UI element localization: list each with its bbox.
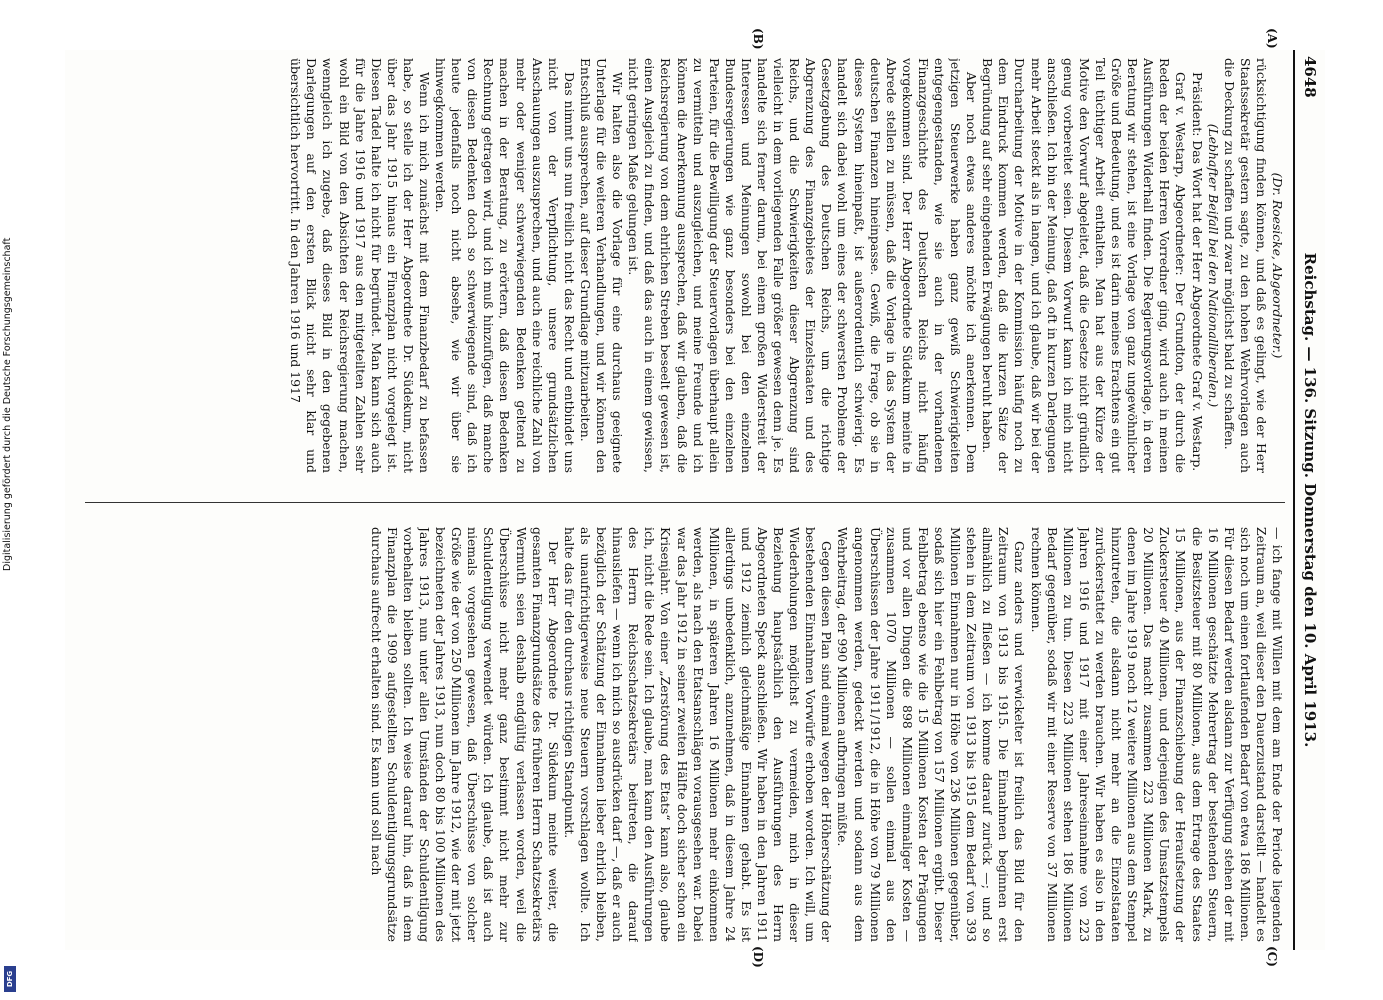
speaker-tag: (Dr. Roesicke, Abgeordneter.)	[1270, 172, 1285, 359]
paragraph: rücksichtigung finden können, und daß es gelingt, wie der Herr Staatssekretär gestern sagte, zu den hohen Wehrvorlagen auch die Deckung zu schaffen und zwar möglichst bald zu schaffen.	[1221, 58, 1269, 473]
page-header	[1297, 50, 1325, 950]
applause-note: (Lebhafter Beifall bei den Nationalliberalen.)	[1205, 123, 1221, 408]
paragraph: Graf v. Westarp, Abgeordneter: Der Grundton, der durch die Reden der beiden Herren Vorredner ging, wird auch in meinen Ausführungen Widerhall finden. Die Regierungsvorlage, in deren Beratung wir stehen, ist eine Vorlage von ganz ungewöhnlicher Größe und Bedeutung, und es ist darin meines Erachtens ein gut Teil tüchtiger Arbeit enthalten. Man hat aus der Kürze der Motive den Vorwurf abgeleitet, daß die Gesetze nicht gründlich genug vorbereitet seien. Diesem Vorwurf kann ich mich nicht anschließen. Ich bin der Meinung, daß oft in kurzen Darlegungen mehr Arbeit steckt als in langen, und ich glaube, daß wir bei der Durcharbeitung der Motive in der Kommission häufig noch zu dem Eindruck kommen werden, daß die kurzen Sätze der Begründung auf sehr eingehenden Erwägungen beruht haben.	[980, 58, 1189, 473]
margin-mark-c: (C)	[1265, 946, 1279, 967]
margin-mark-b: (B)	[751, 28, 765, 50]
header-rule	[1293, 50, 1295, 950]
paragraph: Präsident: Das Wort hat der Herr Abgeordnete Graf v. Westarp.	[1189, 72, 1205, 472]
column-divider	[85, 502, 1285, 503]
newspaper-page	[65, 28, 1325, 968]
paragraph: Der Herr Abgeordnete Dr. Südekum meinte weiter, die gesamten Finanzgrundsätze des früheren Herrn Schatzsekretärs Wermuth seien deshalb endgültig verlassen worden, weil die Überschüsse nicht mehr ganz bestimmt nicht mehr zur Schuldentilgung verwendet würden. Ich glaube, daß ist auch niemals vorgesehen gewesen, daß Überschüsse von solcher Größe wie der von 250 Millionen im Jahre 1912, wie der mit jetzt bezeichneten der Jahres 1913, nun doch 80 bis 100 Millionen des Jahres 1913, nun unter allen Umständen der Schuldentilgung vorbehalten bleiben sollten. Ich weise darauf hin, daß in dem Finanzplan die 1909 aufgestellten Schuldentilgungsgrundsätze durchaus aufrecht erhalten sind. Es kann und soll nach	[368, 527, 561, 942]
page-number: 4648	[1301, 56, 1319, 98]
paragraph: — ich fange mit Willen mit dem am Ende der Periode liegenden Zeitraum an, weil dieser den Dauerzustand darstellt — handelt es sich noch um einen fortlaufenden Bedarf von etwa 186 Millionen. Für diesen Bedarf werden alsdann zur Verfügung stehen der mit 16 Millionen geschätzte Mehrertrag der bestehenden Steuern, die Besitzsteuer mit 80 Millionen, aus dem Ertrage des Staates 15 Millionen, aus der Finanzschiebung der Heraufsetzung der Zuckersteuer 40 Millionen, und derjenigen des Umsatzstempels 20 Millionen. Das macht zusammen 223 Millionen Mark, zu denen im Jahre 1919 noch 12 weitere Millionen aus dem Stempel hinzutreten, die alsdann nicht mehr an die Einzelstaaten zurückerstattet zu werden brauchen. Wir haben es also in den Jahren 1916 und 1917 mit einer Jahreseinnahme von 223 Millionen zu tun. Diesen 223 Millionen stehen 186 Millionen Bedarf gegenüber, sodaß wir mit einer Reserve von 37 Millionen rechnen können.	[1028, 527, 1285, 942]
paragraph: Wenn ich mich zunächst mit dem Finanzbedarf zu befassen habe, so stelle ich der Herr Abgeordnete Dr. Südekum, nicht über das Jahr 1915 hinaus ein Finanzplan nicht vorgelegt ist. Diesen Tadel halte ich nicht für begründet. Man kann sich auch für die Jahre 1916 und 1917 aus den mitgeteilten Zahlen sehr wohl ein Bild von den Absichten der Reichsregierung machen, wenngleich ich zugebe, daß dieses Bild in den gegebenen Darlegungen auf den ersten Blick nicht sehr klar und übersichtlich hervortritt. In den Jahren 1916 und 1917	[288, 58, 433, 473]
paragraph: Ganz anders und verwickelter ist freilich das Bild für den Zeitraum von 1913 bis 1915. Die Einnahmen beginnen erst allmählich zu fließen — ich komme darauf zurück —; und so stehen in dem Zeitraum von 1913 bis 1915 dem Bedarf von 393 Millionen Einnahmen nur in Höhe von 236 Millionen gegenüber, sodaß sich hier ein Fehlbetrag von 157 Millionen ergibt. Dieser Fehlbetrag ebenso wie die 15 Millionen Kosten der Prägungen und vor allen Dingen die 898 Millionen einmaliger Kosten — zusammen 1070 Millionen — sollen einmal aus den Überschüssen der Jahre 1911/1912, die in Höhe von 79 Millionen angenommen werden, gedeckt werden und sodann aus dem Wehrbeitrag, der 990 Millionen aufbringen müßte.	[835, 527, 1028, 942]
margin-mark-a: (A)	[1265, 28, 1279, 49]
right-column	[75, 527, 1285, 942]
paragraph: Gegen diesen Plan sind einmal wegen der Höherschätzung der bestehenden Einnahmen Vorwürfe erhoben worden. Ich will, um Wiederholungen möglichst zu vermeiden, mich in dieser Beziehung hauptsächlich den Ausführungen des Herrn Abgeordneten Speck anschließen. Wir haben in den Jahren 1911 und 1912 ziemlich gleichmäßige Einnahmen gehabt. Es ist allerdings unbedenklich, anzunehmen, daß in diesem Jahre 24 Millionen, in späteren Jahren 16 Millionen mehr einkommen werden, als nach den Etatsanschlägen vorausgesehen war. Dabei war das Jahr 1912 in seiner zweiten Hälfte doch sicher schon ein Krisenjahr. Von einer „Zerstörung des Etats“ kann also, glaube ich, nicht die Rede sein. Ich glaube, man kann den Ausführungen des Herrn Reichsschatzsekretärs beitreten, die darauf hinausliefen — wenn ich mich so ausdrücken darf —, daß er auch bezüglich der Schätzung der Einnahmen lieber ehrlich bleiben, als unaufrichtigerweise neue Steuern vorschlagen wollte. Ich halte das für den durchaus richtigen Standpunkt.	[561, 527, 835, 942]
dfg-logo-icon	[4, 966, 16, 992]
paragraph: Wir halten also die Vorlage für eine durchaus geeignete Unterlage für die weiteren Verhandlungen, und wir können den Entschluß aussprechen, auf dieser Grundlage mitzuarbeiten.	[577, 58, 626, 473]
paragraph: Aber noch etwas anderes möchte ich anerkennen. Dem jetzigen Steuerwerke haben ganz gewiß Schwierigkeiten entgegengestanden, wie sie auch in der vorhandenen Finanzgeschichte des Deutschen Reichs nicht häufig vorgekommen sind. Der Herr Abgeordnete Südekum meinte in Abrede stellen zu müssen, daß die Vorlage in das System der deutschen Finanzen hineinpasse. Gewiß, die Frage, ob sie in dieses System hineinpaßt, ist außerordentlich schwierig. Es handelt sich dabei wohl um eines der schwersten Probleme der Gesetzgebung des Deutschen Reichs, um die richtige Abgrenzung des Finanzgebietes der Einzelstaaten und des Reichs, und die Schwierigkeiten dieser Abgrenzung sind vielleicht in dem vorliegenden Falle größer gewesen denn je. Es handelte sich ferner darum, bei einem großen Widerstreit der Interessen und Meinungen sowohl bei den einzelnen Bundesregierungen wie ganz besonders bei den einzelnen Parteien, für die Bewilligung der Steuervorlagen überhaupt allein zu vermitteln und auszugleichen, und meine Freunde und ich können die Anerkennung aussprechen, daß wir glauben, daß die Reichsregierung von dem ehrlichen Streben beseelt gewesen ist, einen Ausgleich zu finden, und daß das auch in einem gewissen, nicht geringen Maße gelungen ist.	[626, 58, 980, 473]
left-column	[75, 58, 1285, 473]
page-title: Reichstag. — 136. Sitzung. Donnerstag den 10. April 1913.	[1301, 252, 1319, 748]
dfg-logo-text: DFG	[6, 970, 14, 988]
digitization-credit: Digitalisierung gefördert durch die Deutsche Forschungsgemeinschaft	[2, 237, 13, 571]
margin-mark-d: (D)	[751, 946, 765, 968]
paragraph: Das nimmt uns nun freilich nicht das Recht und entbindet uns nicht von der Verpflichtung, unsere grundsätzlichen Anschauungen auszusprechen, und auch eine reichliche Zahl von mehr oder weniger schwerwiegenden Bedenken geltend zu machen in der Beratung, zu erörtern, daß diesen Bedenken Rechnung getragen wird, und ich muß hinzufügen, daß manche von diesen Bedenken doch so schwerwiegende sind, daß ich heute jedenfalls noch nicht absehe, wie wir über sie hinwegkommen werden.	[433, 58, 577, 473]
